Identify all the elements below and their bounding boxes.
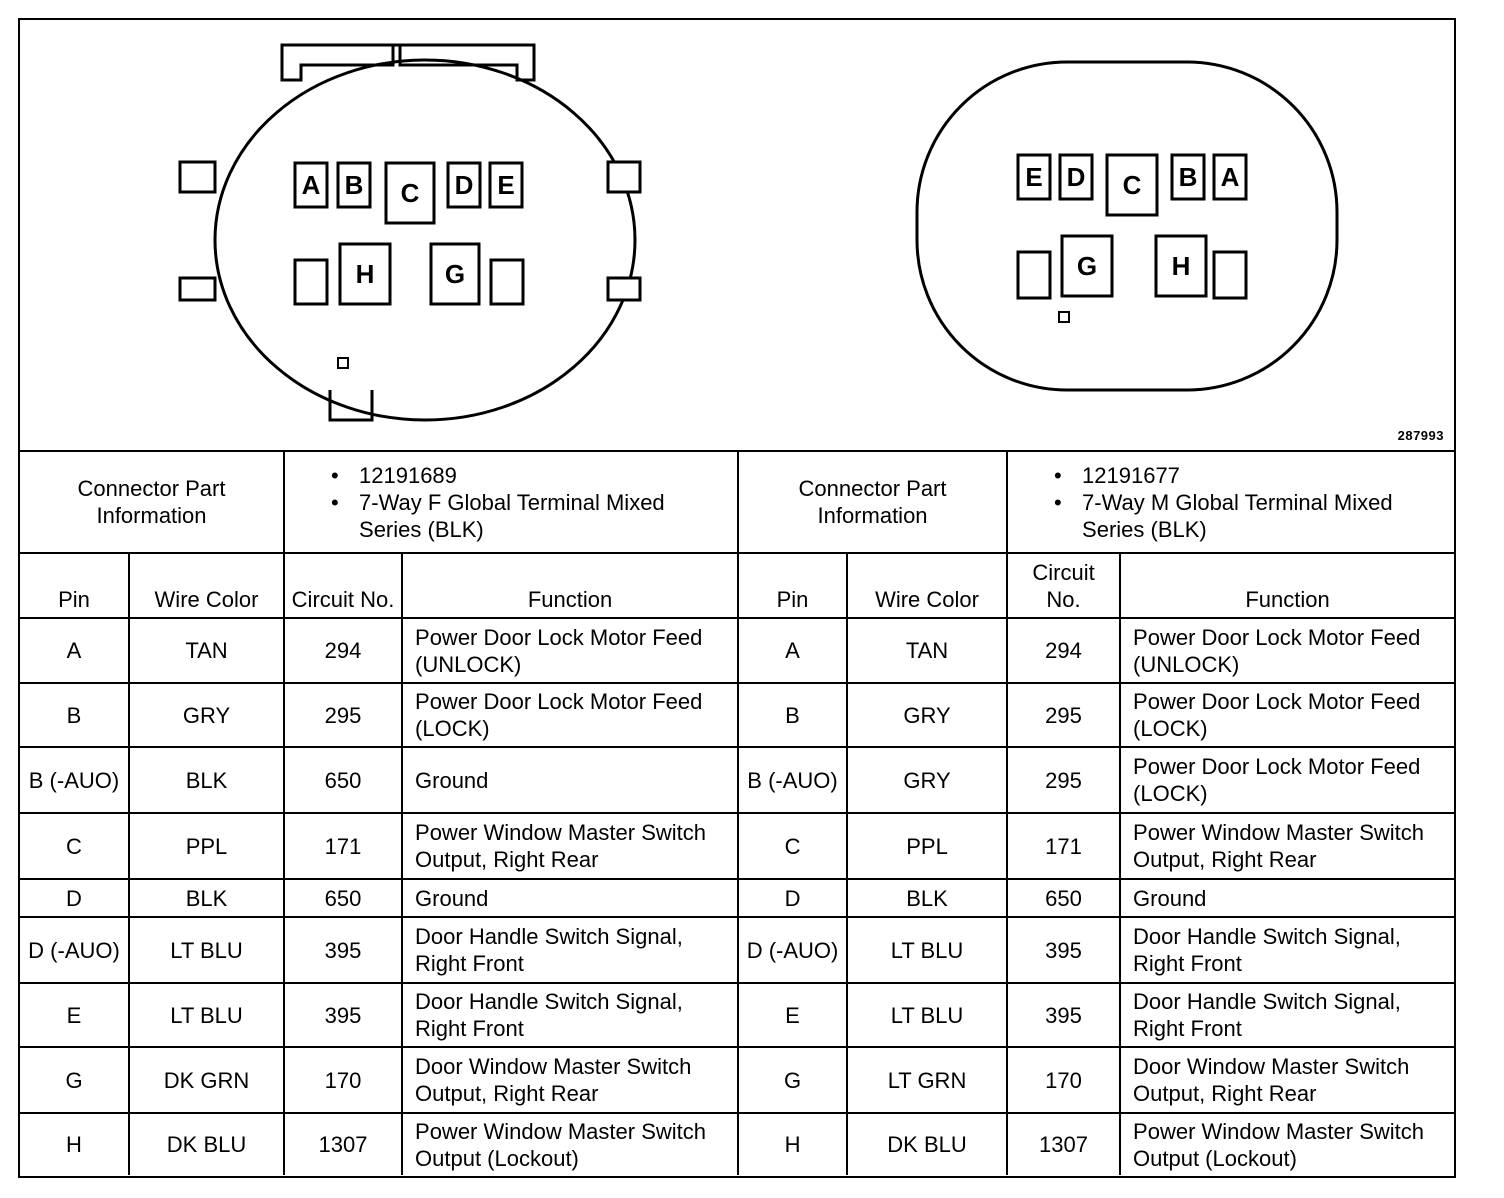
right-circuit-cell: 295	[1007, 747, 1120, 813]
table-row	[20, 683, 1454, 747]
male-keying-mark	[1059, 312, 1069, 322]
right-pin-cell: B (-AUO)	[738, 747, 847, 813]
right-part-number: • 12191677	[1054, 462, 1448, 489]
left-wire-color-header: Wire Color	[129, 553, 284, 618]
left-pin-cell: H	[20, 1113, 129, 1175]
right-wire-color-cell: LT GRN	[847, 1047, 1007, 1113]
left-function-cell: Ground	[402, 879, 738, 917]
right-circuit-cell: 650	[1007, 879, 1120, 917]
left-pin-cell: D	[20, 879, 129, 917]
male-empty-cavity	[1018, 252, 1050, 298]
left-function-cell: Door Handle Switch Signal, Right Front	[402, 917, 738, 983]
pin-cavities	[295, 155, 1246, 304]
left-wire-color-cell: DK GRN	[129, 1047, 284, 1113]
left-pin-cell: D (-AUO)	[20, 917, 129, 983]
right-circuit-cell: 395	[1007, 917, 1120, 983]
pin-label: C	[1122, 170, 1142, 200]
right-pin-cell: D	[738, 879, 847, 917]
right-pin-cell: A	[738, 618, 847, 683]
left-circuit-header: Circuit No.	[284, 553, 402, 618]
left-part-number: • 12191689	[331, 462, 731, 489]
right-function-cell: Door Handle Switch Signal, Right Front	[1120, 983, 1454, 1047]
left-pin-cell: E	[20, 983, 129, 1047]
table-row	[20, 917, 1454, 983]
table-row	[20, 747, 1454, 813]
table-row	[20, 1047, 1454, 1113]
left-wire-color-cell: DK BLU	[129, 1113, 284, 1175]
right-function-cell: Power Door Lock Motor Feed (UNLOCK)	[1120, 618, 1454, 683]
left-wire-color-cell: BLK	[129, 879, 284, 917]
right-pin-cell: C	[738, 813, 847, 879]
right-circuit-cell: 1307	[1007, 1113, 1120, 1175]
right-circuit-header: Circuit No.	[1007, 553, 1120, 618]
left-function-cell: Power Window Master Switch Output (Lockout)	[402, 1113, 738, 1175]
pin-label: A	[1220, 162, 1240, 192]
right-function-cell: Power Window Master Switch Output (Lockout)	[1120, 1113, 1454, 1175]
left-function-cell: Power Window Master Switch Output, Right Rear	[402, 813, 738, 879]
left-function-cell: Power Door Lock Motor Feed (UNLOCK)	[402, 618, 738, 683]
left-function-header: Function	[402, 553, 738, 618]
connector-face-views	[20, 20, 1454, 450]
left-circuit-cell: 395	[284, 917, 402, 983]
right-circuit-cell: 295	[1007, 683, 1120, 747]
right-function-cell: Power Window Master Switch Output, Right Rear	[1120, 813, 1454, 879]
female-keying-mark	[338, 358, 348, 368]
right-pin-cell: G	[738, 1047, 847, 1113]
pin-label: H	[355, 259, 375, 289]
figure-number: 287993	[1397, 428, 1444, 443]
pinout-rows	[20, 618, 1454, 1175]
left-info-details	[284, 451, 738, 553]
right-function-cell: Power Door Lock Motor Feed (LOCK)	[1120, 683, 1454, 747]
right-wire-color-cell: GRY	[847, 747, 1007, 813]
right-wire-color-cell: PPL	[847, 813, 1007, 879]
left-function-cell: Door Window Master Switch Output, Right Rear	[402, 1047, 738, 1113]
left-function-cell: Ground	[402, 747, 738, 813]
table-row	[20, 983, 1454, 1047]
left-wire-color-cell: PPL	[129, 813, 284, 879]
left-circuit-cell: 294	[284, 618, 402, 683]
left-wire-color-cell: GRY	[129, 683, 284, 747]
female-empty-cavity	[295, 260, 327, 304]
left-connector-description: • 7-Way F Global Terminal Mixed Series (BLK)	[331, 489, 731, 543]
pin-label: D	[454, 170, 474, 200]
right-function-cell: Ground	[1120, 879, 1454, 917]
right-pin-cell: D (-AUO)	[738, 917, 847, 983]
left-pin-cell: B (-AUO)	[20, 747, 129, 813]
left-wire-color-cell: LT BLU	[129, 983, 284, 1047]
left-wire-color-cell: TAN	[129, 618, 284, 683]
right-info-label: Connector Part Information	[738, 451, 1007, 553]
right-circuit-cell: 395	[1007, 983, 1120, 1047]
left-function-cell: Power Door Lock Motor Feed (LOCK)	[402, 683, 738, 747]
right-wire-color-cell: DK BLU	[847, 1113, 1007, 1175]
right-function-cell: Door Window Master Switch Output, Right Rear	[1120, 1047, 1454, 1113]
pin-label: E	[1025, 162, 1043, 192]
table-row	[20, 813, 1454, 879]
right-connector-description: • 7-Way M Global Terminal Mixed Series (BLK)	[1054, 489, 1448, 543]
left-pin-header: Pin	[20, 553, 129, 618]
left-circuit-cell: 395	[284, 983, 402, 1047]
left-wire-color-cell: LT BLU	[129, 917, 284, 983]
pin-label: B	[344, 170, 364, 200]
left-pin-cell: B	[20, 683, 129, 747]
left-circuit-cell: 295	[284, 683, 402, 747]
left-circuit-cell: 650	[284, 879, 402, 917]
left-circuit-cell: 171	[284, 813, 402, 879]
right-wire-color-cell: GRY	[847, 683, 1007, 747]
right-wire-color-cell: LT BLU	[847, 983, 1007, 1047]
right-wire-color-cell: BLK	[847, 879, 1007, 917]
male-empty-cavity	[1214, 252, 1246, 298]
right-pin-cell: B	[738, 683, 847, 747]
pin-label: H	[1171, 251, 1191, 281]
right-function-header: Function	[1120, 553, 1454, 618]
left-circuit-cell: 170	[284, 1047, 402, 1113]
pin-label: B	[1178, 162, 1198, 192]
right-wire-color-cell: LT BLU	[847, 917, 1007, 983]
male-connector-outline	[917, 62, 1337, 390]
table-row	[20, 1113, 1454, 1175]
column-header-row	[20, 553, 1454, 618]
connector-pinout-sheet	[18, 18, 1456, 1178]
left-pin-cell: G	[20, 1047, 129, 1113]
right-pin-cell: E	[738, 983, 847, 1047]
right-function-cell: Power Door Lock Motor Feed (LOCK)	[1120, 747, 1454, 813]
pin-label: E	[497, 170, 515, 200]
left-function-cell: Door Handle Switch Signal, Right Front	[402, 983, 738, 1047]
pin-label: A	[301, 170, 321, 200]
pin-label: D	[1066, 162, 1086, 192]
right-circuit-cell: 171	[1007, 813, 1120, 879]
connector-drawings	[20, 20, 1454, 450]
pin-label: G	[1076, 251, 1098, 281]
female-connector-outline	[180, 45, 640, 420]
right-info-details	[1007, 451, 1454, 553]
right-function-cell: Door Handle Switch Signal, Right Front	[1120, 917, 1454, 983]
right-wire-color-header: Wire Color	[847, 553, 1007, 618]
right-pin-cell: H	[738, 1113, 847, 1175]
right-circuit-cell: 294	[1007, 618, 1120, 683]
left-pin-cell: A	[20, 618, 129, 683]
table-row	[20, 879, 1454, 917]
left-wire-color-cell: BLK	[129, 747, 284, 813]
left-circuit-cell: 1307	[284, 1113, 402, 1175]
right-pin-header: Pin	[738, 553, 847, 618]
connector-info-row	[20, 451, 1454, 553]
female-empty-cavity	[491, 260, 523, 304]
left-circuit-cell: 650	[284, 747, 402, 813]
pin-label: C	[400, 178, 420, 208]
right-circuit-cell: 170	[1007, 1047, 1120, 1113]
pin-label: G	[444, 259, 466, 289]
table-row	[20, 618, 1454, 683]
right-wire-color-cell: TAN	[847, 618, 1007, 683]
left-pin-cell: C	[20, 813, 129, 879]
left-info-label: Connector Part Information	[20, 451, 284, 553]
pinout-table	[20, 450, 1454, 1175]
